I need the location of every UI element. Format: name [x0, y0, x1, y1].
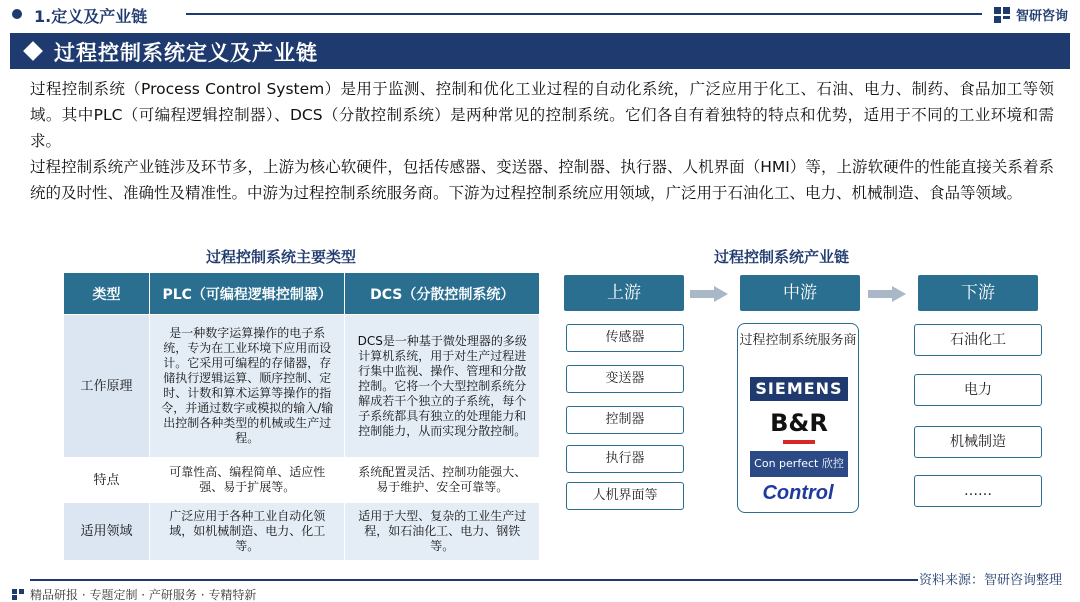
- page-title: 过程控制系统定义及产业链: [54, 41, 318, 65]
- table-row: [64, 458, 540, 503]
- midstream-box: [737, 323, 859, 513]
- header-rule: [186, 13, 982, 15]
- cell-dcs: 系统配置灵活、控制功能强大、易于维护、安全可靠等。: [345, 458, 540, 503]
- arrow-right-icon: [690, 286, 728, 302]
- chain-title: 过程控制系统产业链: [714, 248, 850, 266]
- cell-dcs: DCS是一种基于微处理器的多级计算机系统，用于对生产过程进行集中监视、操作、管理和分散控制。它将一个大型控制系统分解成若干个独立的子系统，每个子系统都具有独立的处理能力和控制能力，从而实现分散控制。: [345, 315, 540, 458]
- cell-plc: 可靠性高、编程简单、适应性强、易于扩展等。: [150, 458, 345, 503]
- upstream-item: 控制器: [566, 406, 684, 434]
- table-header-row: [64, 273, 540, 315]
- types-table: [63, 272, 540, 561]
- downstream-item: 机械制造: [914, 426, 1042, 458]
- br-logo: B&R: [750, 408, 848, 438]
- stage-downstream: 下游: [918, 275, 1038, 311]
- row-label: 工作原理: [64, 315, 150, 458]
- downstream-item: 石油化工: [914, 324, 1042, 356]
- paragraph-chain: 过程控制系统产业链涉及环节多，上游为核心软硬件，包括传感器、变送器、控制器、执行器、人机界面（HMI）等，上游软硬件的性能直接关系着系统的及时性、准确性及精准性。中游为过程控制系统服务商。下游为过程控制系统应用领域，广泛用于石油化工、电力、机械制造、食品等领域。: [30, 158, 1054, 202]
- siemens-logo: SIEMENS: [750, 377, 848, 401]
- header-dcs: DCS（分散控制系统）: [345, 273, 540, 315]
- arrow-right-icon: [868, 286, 906, 302]
- row-label: 适用领域: [64, 503, 150, 561]
- paragraph-definition: 过程控制系统（Process Control System）是用于监测、控制和优化工业过程的自动化系统，广泛应用于化工、石油、电力、制药、食品加工等领域。其中PLC（可编程逻辑控制器）、DCS（分散控制系统）是两种常见的控制系统。它们各自有着独特的特点和优势，适用于不同的工业环境和需求。: [30, 80, 1054, 150]
- header-plc: PLC（可编程逻辑控制器）: [150, 273, 345, 315]
- source-note: 资料来源：智研咨询整理: [918, 573, 1062, 588]
- cell-plc: 广泛应用于各种工业自动化领域，如机械制造、电力、化工等。: [150, 503, 345, 561]
- upstream-item: 传感器: [566, 324, 684, 352]
- top-bar: [0, 0, 1080, 28]
- footer-tagline: [12, 586, 256, 602]
- brand-name: 智研咨询: [1015, 9, 1068, 24]
- cell-dcs: 适用于大型、复杂的工业生产过程，如石油化工、电力、钢铁等。: [345, 503, 540, 561]
- header-type: 类型: [64, 273, 150, 315]
- types-table-title: 过程控制系统主要类型: [206, 248, 357, 266]
- control-logo: Control: [762, 482, 834, 504]
- brand-logo: [994, 5, 1068, 24]
- intro-text: [30, 76, 1054, 206]
- table-row: [64, 315, 540, 458]
- bullet-dot: [12, 9, 22, 19]
- upstream-item: 执行器: [566, 445, 684, 473]
- downstream-item: ……: [914, 475, 1042, 507]
- cell-plc: 是一种数字运算操作的电子系统，专为在工业环境下应用而设计。它采用可编程的存储器，存储执行逻辑运算、顺序控制、定时、计数和算术运算等操作的指令，并通过数字或模拟的输入/输出控制各种类型的机械或生产过程。: [150, 315, 345, 458]
- brand-logo-icon: [994, 7, 1012, 23]
- row-label: 特点: [64, 458, 150, 503]
- table-row: [64, 503, 540, 561]
- stage-upstream: 上游: [564, 275, 684, 311]
- section-title: 1.定义及产业链: [34, 7, 148, 26]
- footer-text: 精品研报 · 专题定制 · 产研服务 · 专精特新: [30, 588, 257, 602]
- upstream-item: 人机界面等: [566, 482, 684, 510]
- conperfect-logo: Con perfect 欣控: [750, 451, 848, 477]
- title-banner: [10, 33, 1070, 69]
- upstream-item: 变送器: [566, 365, 684, 393]
- downstream-item: 电力: [914, 374, 1042, 406]
- brand-logo-icon: [12, 589, 24, 600]
- diamond-icon: [23, 41, 43, 61]
- midstream-title: 过程控制系统服务商: [739, 333, 857, 348]
- stage-midstream: 中游: [740, 275, 860, 311]
- footer-rule: [30, 579, 918, 581]
